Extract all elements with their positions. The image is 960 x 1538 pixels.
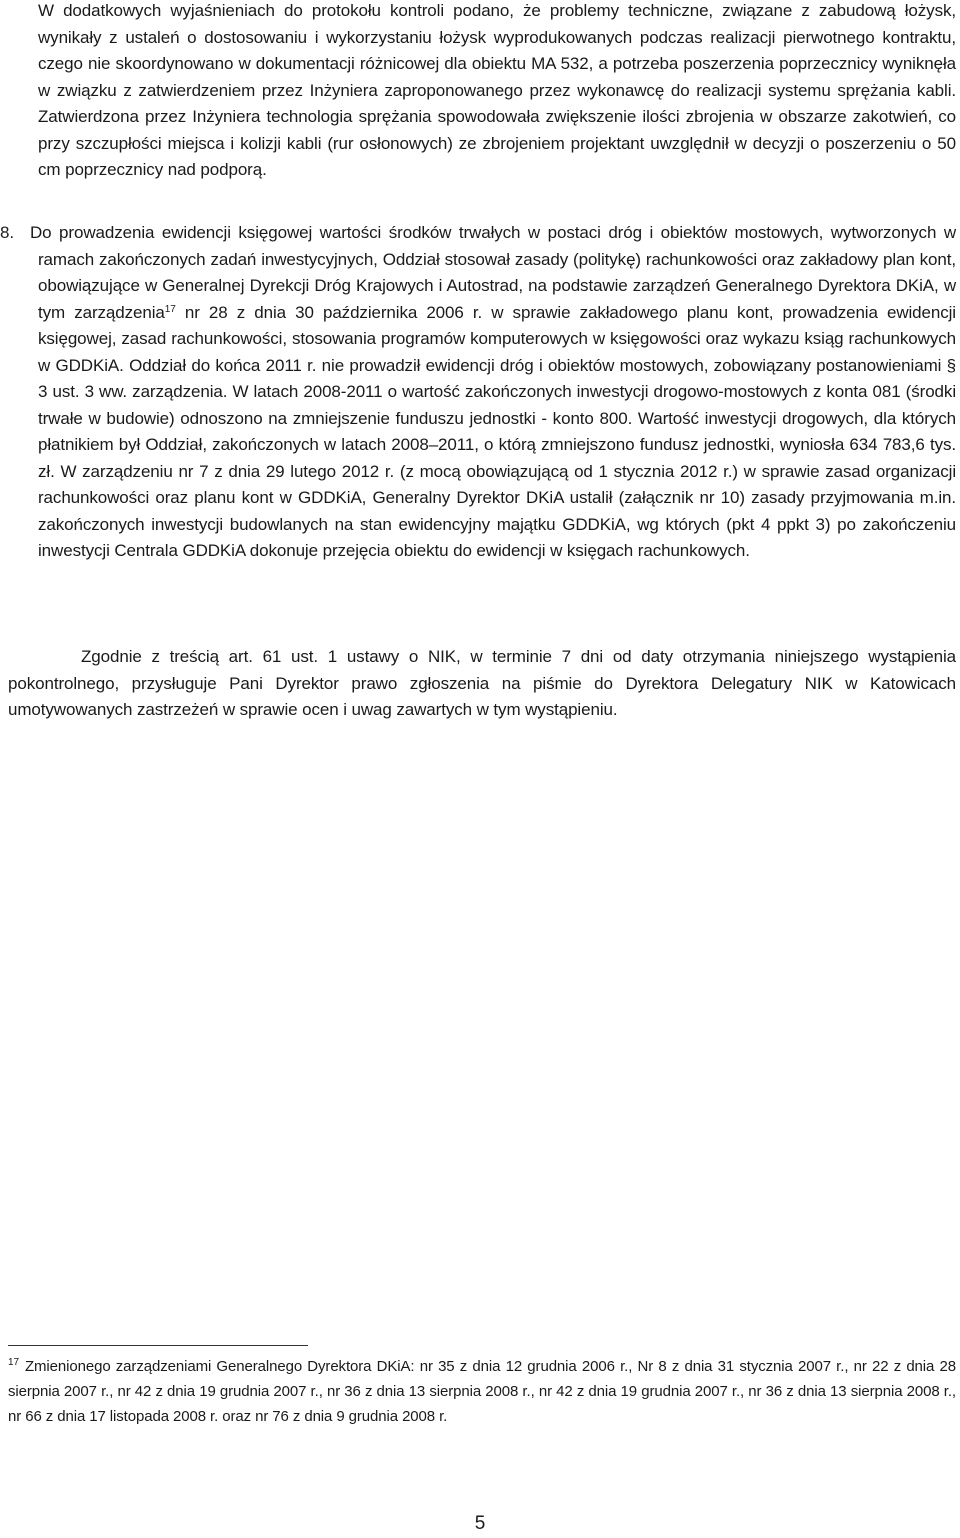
paragraph-item-8 xyxy=(0,220,956,565)
paragraph-item-8-text-part-1: Do prowadzenia ewidencji księgowej wartości środków trwałych w postaci dróg i obiektów mostowych, wytworzonych w ramach zakończonych zadań inwestycyjnych, Oddział stosował zasady (politykę) rachunkowości oraz zakładowy plan kont, obowiązujące w Generalnej Dyrekcji Dróg Krajowych i Autostrad, na podstawie zarządzeń Generalnego Dyrektora DKiA, w tym zarządzenia xyxy=(30,223,956,322)
footnote-separator xyxy=(8,1345,308,1346)
paragraph-explanations xyxy=(38,0,956,184)
page-number: 5 xyxy=(474,1513,486,1534)
item-number: 8. xyxy=(0,223,14,242)
footnote-text: Zmienionego zarządzeniami Generalnego Dyrektora DKiA: nr 35 z dnia 12 grudnia 2006 r., Nr 8 z dnia 31 stycznia 2007 r., nr 22 z dnia 28 sierpnia 2007 r., nr 42 z dnia 19 grudnia 2007 r., nr 36 z dnia 13 sierpnia 2008 r., nr 42 z dnia 19 grudnia 2007 r., nr 36 z dnia 13 sierpnia 2008 r., nr 66 z dnia 17 listopada 2008 r. oraz nr 76 z dnia 9 grudnia 2008 r. xyxy=(8,1358,956,1425)
footnote-marker: 17 xyxy=(8,1357,19,1368)
footnote-17 xyxy=(8,1354,956,1429)
footnote-reference-17[interactable]: 17 xyxy=(164,303,176,315)
paragraph-closing-text: Zgodnie z treścią art. 61 ust. 1 ustawy o NIK, w terminie 7 dni od daty otrzymania niniejszego wystąpienia pokontrolnego, przysługuje Pani Dyrektor prawo zgłoszenia na piśmie do Dyrektora Delegatury NIK w Katowicach umotywowanych zastrzeżeń w sprawie ocen i uwag zawartych w tym wystąpieniu. xyxy=(8,647,956,719)
paragraph-item-8-text-part-2: nr 28 z dnia 30 października 2006 r. w sprawie zakładowego planu kont, prowadzenia ewidencji księgowej, zasad rachunkowości, stosowania programów komputerowych w księgowości oraz wykazu ksiąg rachunkowych w GDDKiA. Oddział do końca 2011 r. nie prowadził ewidencji dróg i obiektów mostowych, zobowiązany postanowieniami § 3 ust. 3 ww. zarządzenia. W latach 2008-2011 o wartość zakończonych inwestycji drogowo-mostowych z konta 081 (środki trwałe w budowie) odnoszono na zmniejszenie funduszu jednostki - konto 800. Wartość inwestycji drogowych, dla których płatnikiem był Oddział, zakończonych w latach 2008–2011, o którą zmniejszono fundusz jednostki, wyniosła 634 783,6 tys. zł. W zarządzeniu nr 7 z dnia 29 lutego 2012 r. (z mocą obowiązującą od 1 stycznia 2012 r.) w sprawie zasad organizacji rachunkowości oraz planu kont w GDDKiA, Generalny Dyrektor DKiA ustalił (załącznik nr 10) zasady przyjmowania m.in. zakończonych inwestycji budowlanych na stan ewidencyjny majątku GDDKiA, wg których (pkt 4 ppkt 3) po zakończeniu inwestycji Centrala GDDKiA dokonuje przejęcia obiektu do ewidencji w księgach rachunkowych. xyxy=(38,302,956,560)
paragraph-closing xyxy=(8,644,956,724)
paragraph-explanations-text: W dodatkowych wyjaśnieniach do protokołu kontroli podano, że problemy techniczne, związane z zabudową łożysk, wynikały z ustaleń o dostosowaniu i wykorzystaniu łożysk wyprodukowanych podczas realizacji pierwotnego kontraktu, czego nie skoordynowano w dokumentacji różnicowej dla obiektu MA 532, a potrzeba poszerzenia poprzecznicy wyniknęła w związku z zatwierdzeniem przez Inżyniera zaproponowanego przez wykonawcę do realizacji systemu sprężania kabli. Zatwierdzona przez Inżyniera technologia sprężania spowodowała zwiększenie ilości zbrojenia w obszarze zakotwień, co przy szczupłości miejsca i kolizji kabli (rur osłonowych) ze zbrojeniem projektant uwzględnił w decyzji o poszerzeniu o 50 cm poprzecznicy nad podporą. xyxy=(38,1,956,179)
